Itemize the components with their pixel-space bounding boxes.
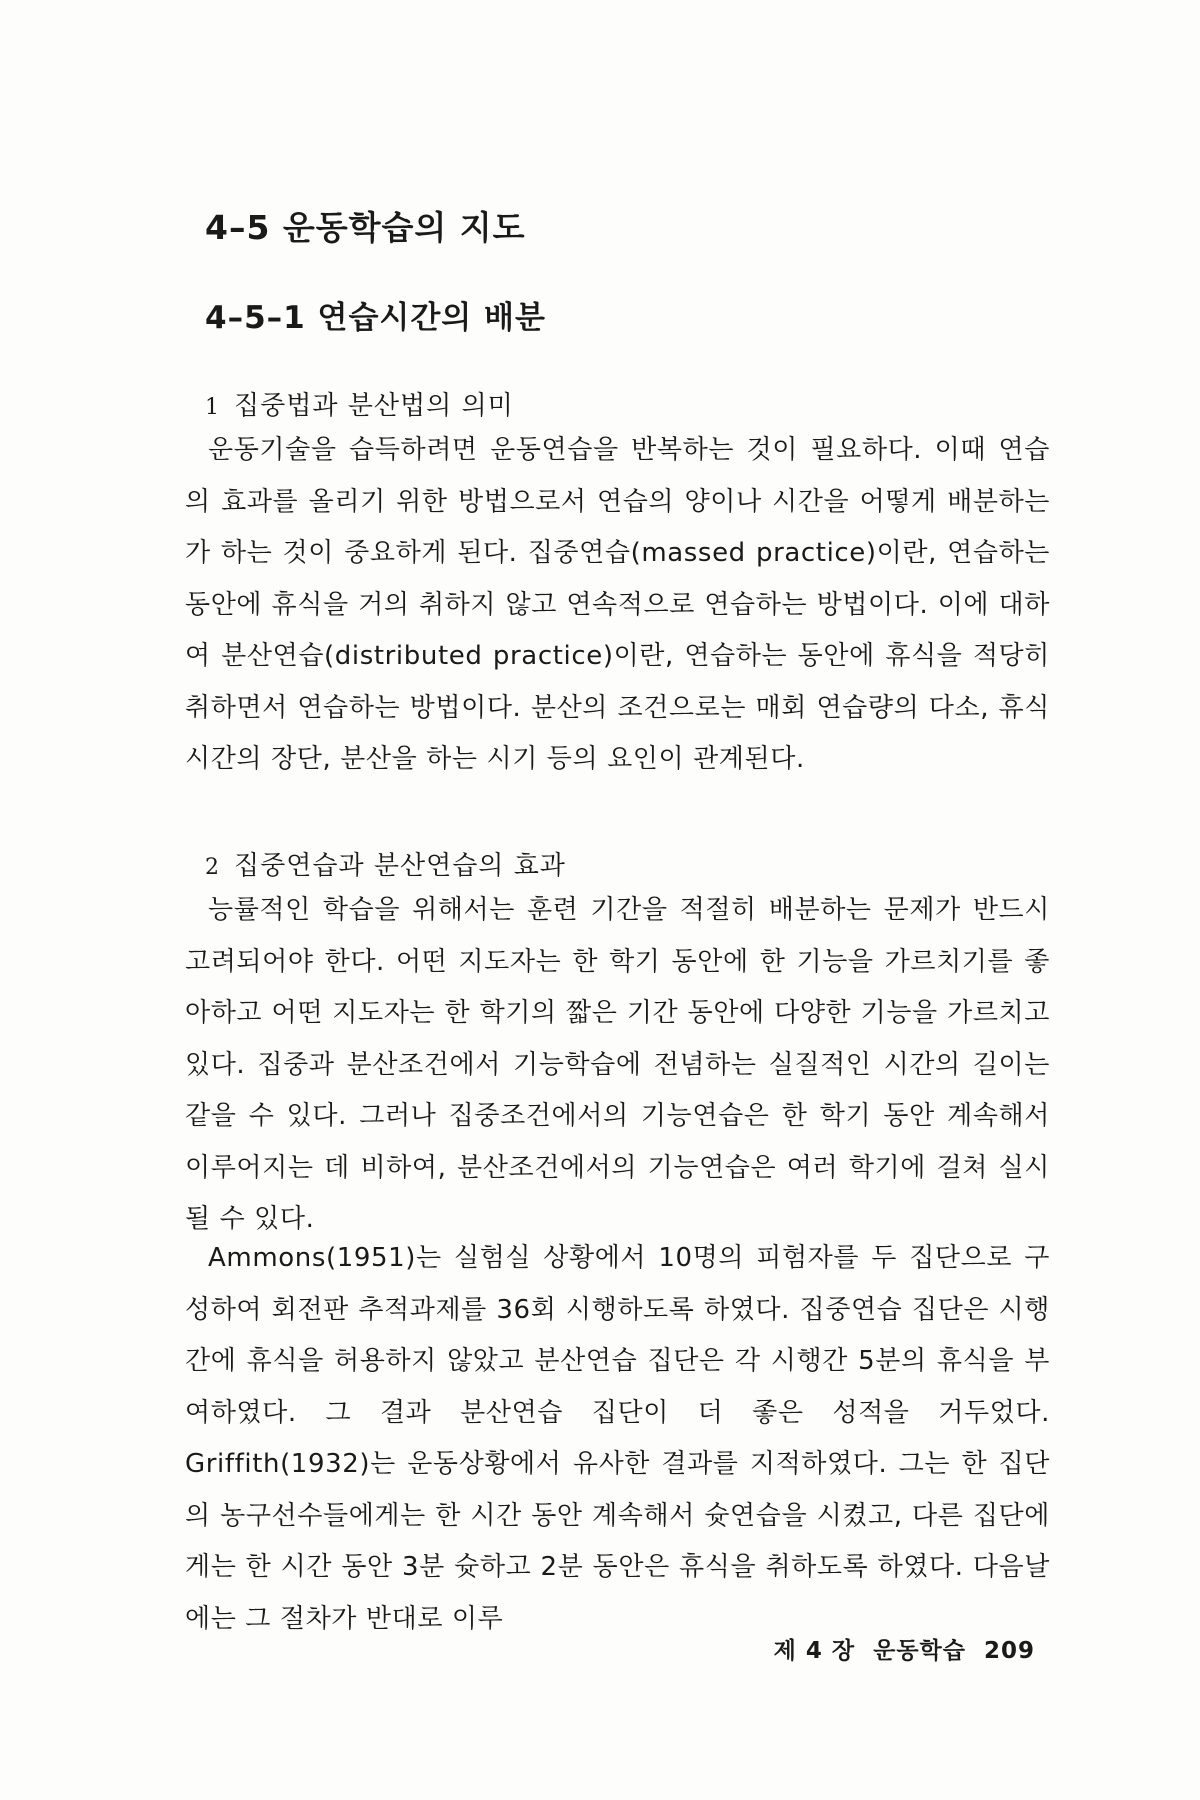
page-number: 209 [983, 1638, 1035, 1664]
topic-2-number: 2 [205, 855, 220, 880]
topic-1-heading [205, 385, 514, 422]
footer-chapter: 제 4 장 [773, 1638, 856, 1664]
topic-2-paragraph-1: 능률적인 학습을 위해서는 훈련 기간을 적절히 배분하는 문제가 반드시 고려되어야 한다. 어떤 지도자는 한 학기 동안에 한 기능을 가르치기를 좋아하고 어떤 지도자는 한 학기의 짧은 기간 동안에 다양한 기능을 가르치고 있다. 집중과 분산조건에서 기능학습에 전념하는 실질적인 시간의 길이는 같을 수 있다. 그러나 집중조건에서의 기능연습은 한 학기 동안 계속해서 이루어지는 데 비하여, 분산조건에서의 기능연습은 여러 학기에 걸쳐 실시될 수 있다. [185, 895, 1050, 1234]
subsection-heading: 4–5–1 연습시간의 배분 [205, 300, 546, 336]
topic-1-number: 1 [205, 395, 220, 420]
topic-1-paragraph: 운동기술을 습득하려면 운동연습을 반복하는 것이 필요하다. 이때 연습의 효과를 올리기 위한 방법으로서 연습의 양이나 시간을 어떻게 배분하는가 하는 것이 중요하게 된다. 집중연습(massed practice)이란, 연습하는 동안에 휴식을 거의 취하지 않고 연속적으로 연습하는 방법이다. 이에 대하여 분산연습(distributed practice)이란, 연습하는 동안에 휴식을 적당히 취하면서 연습하는 방법이다. 분산의 조건으로는 매회 연습량의 다소, 휴식 시간의 장단, 분산을 하는 시기 등의 요인이 관계된다. [185, 435, 1050, 774]
topic-1-title: 집중법과 분산법의 의미 [234, 391, 514, 421]
section-heading: 4–5 운동학습의 지도 [205, 208, 526, 247]
page-footer [774, 1632, 1035, 1665]
topic-2-title: 집중연습과 분산연습의 효과 [234, 851, 566, 881]
topic-2-heading [205, 845, 566, 882]
topic-2-paragraph-2: Ammons(1951)는 실험실 상황에서 10명의 피험자를 두 집단으로 구성하여 회전판 추적과제를 36회 시행하도록 하였다. 집중연습 집단은 시행간에 휴식을 허용하지 않았고 분산연습 집단은 각 시행간 5분의 휴식을 부여하였다. 그 결과 분산연습 집단이 더 좋은 성적을 거두었다. Griffith(1932)는 운동상황에서 유사한 결과를 지적하였다. 그는 한 집단의 농구선수들에게는 한 시간 동안 계속해서 슛연습을 시켰고, 다른 집단에게는 한 시간 동안 3분 슛하고 2분 동안은 휴식을 취하도록 하였다. 다음날에는 그 절차가 반대로 이루 [185, 1243, 1050, 1634]
footer-title: 운동학습 [873, 1638, 966, 1664]
